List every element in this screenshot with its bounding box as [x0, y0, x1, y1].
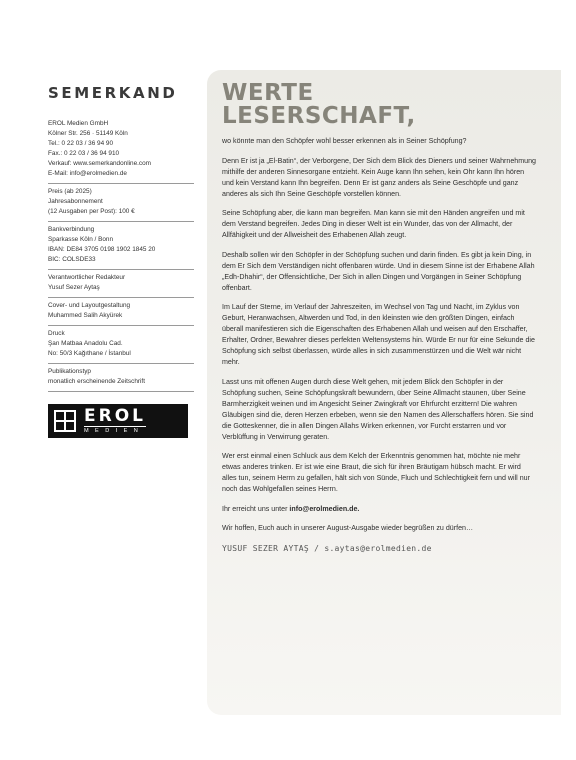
article-title: [222, 82, 537, 128]
imprint-line: Cover- und Layoutgestaltung: [48, 302, 131, 309]
imprint-line: Sparkasse Köln / Bonn: [48, 236, 114, 243]
imprint-sidebar: [48, 84, 194, 438]
publisher-block: [48, 116, 194, 184]
imprint-line: Jahresabonnement: [48, 198, 103, 205]
article-paragraph: Lasst uns mit offenen Augen durch diese Welt gehen, mit jedem Blick den Schöpfer in der Schöpfung suchen, Seine Schöpfungskraft bewundern, über Seine Allmacht staunen, über Seine Barmherzigkeit weinen und im Angesicht Seiner Zwingkraft vor Ehrfurcht erzittern! Die wahren Gläubigen sind die, deren Herzen erbeben, wenn sie den Namen des Allerschaffers hören. Sie sind die Gotteskenner, die in allen Dingen Allahs Wirken erkennen, vor Furcht erstarren und vor Verblüffung in Verwirrung geraten.: [222, 377, 534, 441]
erol-mark-icon: [54, 410, 76, 432]
editorial-panel: [207, 70, 561, 715]
imprint-line: Preis (ab 2025): [48, 188, 92, 195]
imprint-line: Tel.: 0 22 03 / 36 94 90: [48, 140, 114, 147]
erol-logo-subtitle: MEDIEN: [84, 427, 145, 434]
erol-logo-name: EROL: [84, 405, 146, 426]
imprint-line: Yusuf Sezer Aytaş: [48, 284, 100, 291]
erol-medien-logo: [48, 404, 188, 438]
erol-logo-text: [84, 405, 146, 435]
article-intro: wo könnte man den Schöpfer wohl besser erkennen als in Seiner Schöpfung?: [222, 137, 467, 145]
editor-block: [48, 270, 194, 298]
imprint-line: Kölner Str. 256 · 51149 Köln: [48, 130, 128, 137]
imprint-line: EROL Medien GmbH: [48, 120, 109, 127]
author-signature: YUSUF SEZER AYTAŞ / s.aytas@erolmedien.de: [222, 544, 432, 553]
print-block: [48, 326, 194, 364]
closing-line: Wir hoffen, Euch auch in unserer August-Ausgabe wieder begrüßen zu dürfen…: [222, 524, 474, 532]
imprint-line: (12 Ausgaben per Post): 100 €: [48, 208, 135, 215]
imprint-line: Şan Matbaa Anadolu Cad.: [48, 340, 123, 347]
price-block: [48, 184, 194, 222]
imprint-line: Publikationstyp: [48, 368, 91, 375]
article-paragraph: Deshalb sollen wir den Schöpfer in der Schöpfung suchen und darin finden. Es gibt ja kein Ding, in dem Er Sich dem Verständigen nicht offenbaren würde. Und in diesem Sinne ist der Erhabene Allah „Edh-Dhahir“, der Offensichtliche, Der Sich in allen Dingen und Vorgängen in Seiner Schöpfung offenbart.: [222, 250, 535, 292]
imprint-line: Bankverbindung: [48, 226, 95, 233]
contact-email: info@erolmedien.de.: [289, 504, 360, 513]
imprint-line: Fax.: 0 22 03 / 36 94 910: [48, 150, 120, 157]
imprint-line: monatlich erscheinende Zeitschrift: [48, 378, 145, 385]
imprint-line: BIC: COLSDE33: [48, 256, 96, 263]
article-paragraph: Wer erst einmal einen Schluck aus dem Kelch der Erkenntnis genommen hat, möchte nie mehr etwas anderes trinken. Er ist wie eine Braut, die sich für ihren Bräutigam hübsch macht. Er wird alles tun, seinem Herrn zu gefallen, hält sich von Sünde, Fluch und Schlechtigkeit fern und will nur noch das Wohlgefallen seines Herrn.: [222, 452, 530, 493]
imprint-line: IBAN: DE84 3705 0198 1902 1845 20: [48, 246, 156, 253]
contact-line: [222, 504, 537, 515]
article-title-line: LESERSCHAFT,: [222, 103, 416, 129]
imprint-line: Verantwortlicher Redakteur: [48, 274, 126, 281]
article-title-line: WERTE: [222, 80, 314, 106]
article-paragraph: Im Lauf der Sterne, im Verlauf der Jahreszeiten, im Wechsel von Tag und Nacht, im Zyklus von Geburt, Heranwachsen, Altwerden und Tod, in den kleinsten wie den größten Dingen, einfach überall manifestieren sich die Eigenschaften des Erhabenen Allah und weisen auf den Erschaffer, Erhalter, Ordner, Bewahrer dieses perfekten Weltensystems hin. Würde Er nur für eine Sekunde die Schöpfung sich selbst überlassen, würde alles in sich zusammenstürzen und die Welt wär nicht mehr.: [222, 303, 535, 366]
article-paragraph: Denn Er ist ja „El-Batin“, der Verborgene, Der Sich dem Blick des Dieners und seiner Wahrnehmung mithilfe der anderen Sinnesorgane entzieht. Kein Auge kann Ihn sehen, kein Ohr kann Ihn hören und kein Verstand kann Ihn begreifen. Denn Er ist ganz anders als Seine Geschöpfe und ganz anderes als sich Ihn Seine Geschöpfe vorstellen können.: [222, 156, 536, 198]
semerkand-logo: SEMERKAND: [48, 84, 178, 102]
imprint-line: Druck: [48, 330, 65, 337]
imprint-line: Verkauf: www.semerkandonline.com: [48, 160, 152, 167]
imprint-line: E-Mail: info@erolmedien.de: [48, 170, 127, 177]
publication-type-block: [48, 364, 194, 392]
imprint-line: Muhammed Salih Akyürek: [48, 312, 123, 319]
bank-block: [48, 222, 194, 270]
imprint-line: No: 50/3 Kağıthane / İstanbul: [48, 350, 131, 357]
layout-block: [48, 298, 194, 326]
contact-prefix: Ihr erreicht uns unter: [222, 504, 290, 513]
article-paragraph: Seine Schöpfung aber, die kann man begreifen. Man kann sie mit den Händen angreifen und mit dem Verstand begreifen. Jedes Ding in dieser Welt ist ein Wunder, das von der Allmacht, der Allfähigkeit und der Allweisheit des Erhabenen Allah zeugt.: [222, 209, 525, 239]
